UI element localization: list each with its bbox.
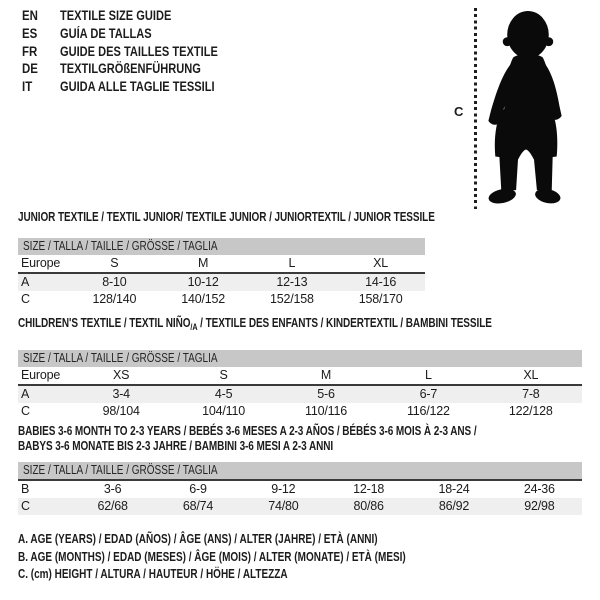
lang-code: DE [22, 61, 38, 77]
babies-table-title: BABIES 3-6 MONTH TO 2-3 YEARS / BEBÉS 3-6 MESES A 2-3 AÑOS / BÉBÉS 3-6 MOIS À 2-3 ANS / BABYS 3-6 MONATE BIS 2-3 JAHRE / BAMBINI 3-6 MESI A 2-3 ANNI [18, 424, 477, 453]
lang-row-it [22, 78, 253, 96]
table-cell: M [198, 256, 209, 270]
babies-size-header-bar: SIZE / TALLA / TAILLE / GRÖSSE / TAGLIA [18, 462, 582, 479]
table-cell: XS [113, 368, 130, 382]
junior-height-row [18, 291, 425, 308]
babies-height-row [18, 498, 582, 515]
table-cell: 24-36 [523, 482, 555, 496]
table-cell: 104/110 [202, 404, 246, 418]
nino-a-subscript: /A [190, 322, 198, 332]
lang-row-fr [22, 42, 253, 60]
section-children-textile [18, 316, 582, 420]
table-cell: 116/122 [406, 404, 450, 418]
table-cell: 80/86 [353, 499, 384, 513]
row-label: C [21, 499, 30, 513]
table-cell: 6-9 [189, 482, 207, 496]
lang-title: GUIDA ALLE TAGLIE TESSILI [60, 79, 215, 95]
table-cell: XL [373, 256, 389, 270]
height-figure [448, 4, 588, 214]
junior-europe-row [18, 255, 425, 274]
section-junior-textile [18, 210, 435, 308]
language-title-list [22, 7, 253, 95]
table-cell: 14-16 [365, 275, 397, 289]
lang-code: ES [22, 26, 38, 42]
table-cell: 74/80 [268, 499, 299, 513]
lang-code: FR [22, 43, 38, 59]
section-babies-textile [18, 424, 582, 515]
lang-code: IT [22, 79, 33, 95]
table-cell: 12-13 [276, 275, 308, 289]
table-cell: 7-8 [522, 387, 540, 401]
row-label: B [21, 482, 30, 496]
table-cell: 152/158 [269, 292, 314, 306]
table-cell: L [288, 256, 296, 270]
row-label: C [21, 404, 30, 418]
children-height-row [18, 403, 582, 420]
row-label: Europe [21, 368, 61, 382]
table-cell: 98/104 [102, 404, 140, 418]
table-cell: 9-12 [271, 482, 296, 496]
note-b: B. AGE (MONTHS) / EDAD (MESES) / ÂGE (MOIS) / ALTER (MONATE) / ETÀ (MESI) [18, 549, 406, 564]
table-cell: 62/68 [97, 499, 128, 513]
dotted-height-line [474, 8, 477, 209]
table-cell: 18-24 [438, 482, 470, 496]
table-cell: 4-5 [214, 387, 233, 401]
table-cell: 3-6 [103, 482, 122, 496]
legend-notes [18, 531, 503, 584]
table-cell: 158/170 [358, 292, 403, 306]
lang-code: EN [22, 8, 38, 24]
lang-row-de [22, 60, 253, 78]
table-cell: 140/152 [181, 292, 226, 306]
table-cell: 6-7 [419, 387, 438, 401]
table-cell: 10-12 [187, 275, 219, 289]
table-cell: L [425, 368, 432, 382]
table-cell: 92/98 [524, 499, 555, 513]
toddler-silhouette [482, 10, 570, 208]
children-age-row [18, 386, 582, 403]
row-label: A [21, 387, 30, 401]
lang-title: GUÍA DE TALLAS [60, 26, 152, 42]
lang-title: TEXTILGRÖßENFÜHRUNG [60, 61, 201, 77]
note-a: A. AGE (YEARS) / EDAD (AÑOS) / ÂGE (ANS) / ALTER (JAHRE) / ETÀ (ANNI) [18, 532, 378, 546]
table-cell: 12-18 [353, 482, 385, 496]
note-c: C. (cm) HEIGHT / ALTURA / HAUTEUR / HÖHE / ALTEZZA [18, 567, 288, 581]
table-cell: 128/140 [92, 292, 137, 306]
table-cell: S [110, 256, 119, 270]
table-cell: 8-10 [102, 275, 127, 289]
table-cell: M [320, 368, 332, 382]
table-cell: 68/74 [182, 499, 214, 513]
lang-row-es [22, 25, 253, 43]
row-label: Europe [21, 256, 61, 270]
lang-row-en [22, 7, 253, 25]
row-label: A [21, 275, 30, 289]
lang-title: GUIDE DES TAILLES TEXTILE [60, 43, 218, 59]
table-cell: 110/116 [305, 404, 347, 418]
table-cell: 3-4 [112, 387, 130, 401]
height-measure-label: C [454, 104, 464, 119]
table-cell: S [219, 368, 228, 382]
junior-size-header-bar: SIZE / TALLA / TAILLE / GRÖSSE / TAGLIA [18, 238, 425, 255]
table-cell: 86/92 [438, 499, 470, 513]
table-cell: XL [523, 368, 539, 382]
children-table-title: CHILDREN'S TEXTILE / TEXTIL $NIÑO_{/A}$ / TEXTILE DES ENFANTS / KINDERTEXTIL / BAMBINI TESSILE [18, 316, 492, 332]
children-size-header-bar: SIZE / TALLA / TAILLE / GRÖSSE / TAGLIA [18, 350, 582, 367]
junior-age-row [18, 274, 425, 291]
table-cell: 122/128 [508, 404, 553, 418]
lang-title: TEXTILE SIZE GUIDE [60, 8, 172, 24]
row-label: C [21, 292, 30, 306]
children-europe-row [18, 367, 582, 386]
junior-table-title: JUNIOR TEXTILE / TEXTIL JUNIOR/ TEXTILE JUNIOR / JUNIORTEXTIL / JUNIOR TESSILE [18, 210, 435, 224]
babies-age-row [18, 479, 582, 498]
table-cell: 5-6 [317, 387, 335, 401]
